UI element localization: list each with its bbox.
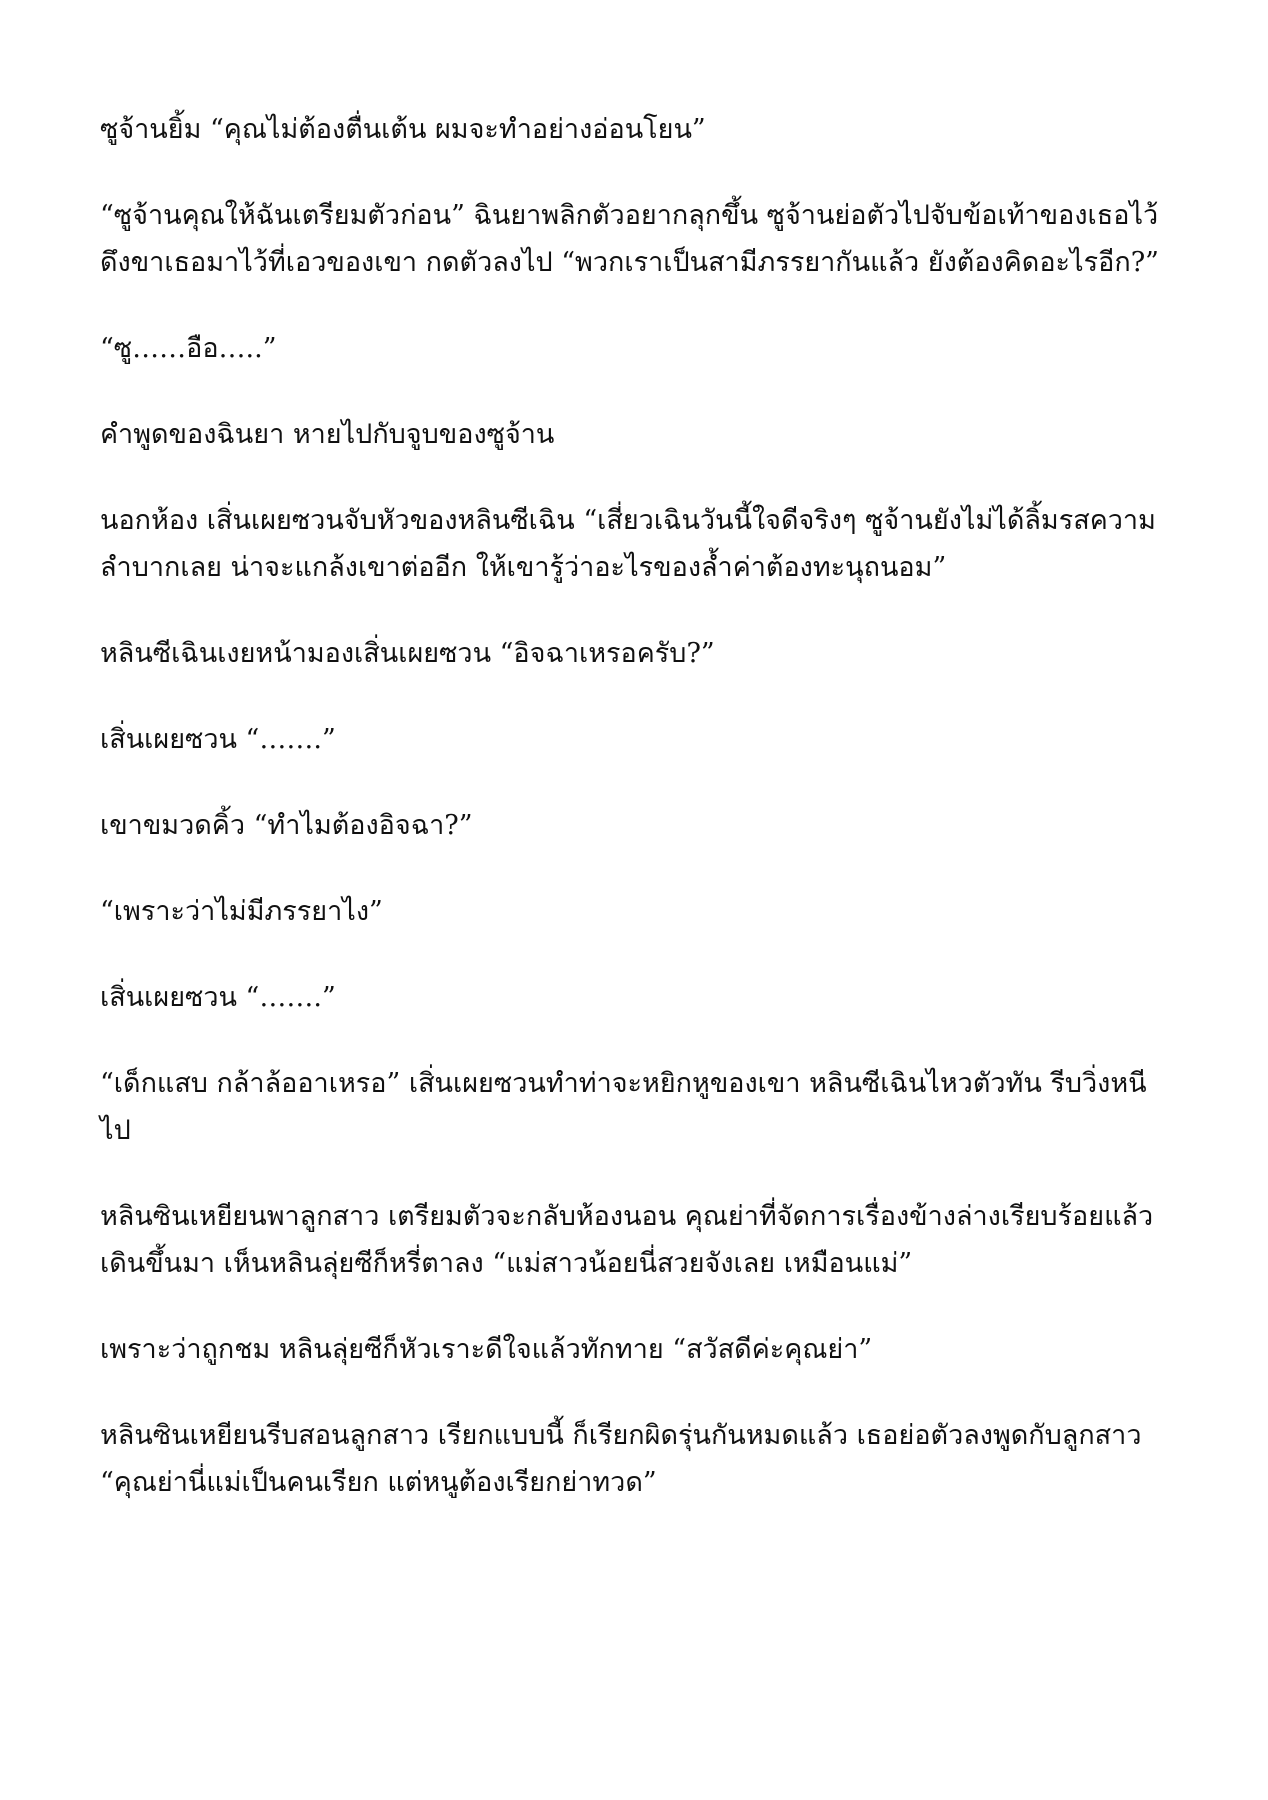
paragraph-1: ซูจ้านยิ้ม “คุณไม่ต้องตื่นเต้น ผมจะทำอย่างอ่อนโยน” [100,114,706,145]
paragraph-4: คำพูดของฉินยา หายไปกับจูบของซูจ้าน [100,419,555,450]
paragraph-2: “ซูจ้านคุณให้ฉันเตรียมตัวก่อน” ฉินยาพลิกตัวอยากลุกขึ้น ซูจ้านย่อตัวไปจับข้อเท้าของเธอไว้ ดึงขาเธอมาไว้ที่เอวของเขา กดตัวลงไป “พวกเราเป็นสามีภรรยากันแล้ว ยังต้องคิดอะไรอีก?” [100,200,1159,278]
paragraph-10: เสิ่นเผยซวน “…….” [100,982,336,1013]
paragraph-6: หลินซีเฉินเงยหน้ามองเสิ่นเผยซวน “อิจฉาเหรอครับ?” [100,638,715,669]
paragraph-13: เพราะว่าถูกชม หลินลุ่ยซีก็หัวเราะดีใจแล้วทักทาย “สวัสดีค่ะคุณย่า” [100,1334,873,1365]
paragraph-9: “เพราะว่าไม่มีภรรยาไง” [100,896,383,927]
paragraph-12: หลินซินเหยียนพาลูกสาว เตรียมตัวจะกลับห้องนอน คุณย่าที่จัดการเรื่องข้างล่างเรียบร้อยแล้วเดินขึ้นมา เห็นหลินลุ่ยซีก็หรี่ตาลง “แม่สาวน้อยนี่สวยจังเลย เหมือนแม่” [100,1201,1154,1279]
paragraph-8: เขาขมวดคิ้ว “ทำไมต้องอิจฉา?” [100,810,473,841]
paragraph-5: นอกห้อง เสิ่นเผยซวนจับหัวของหลินซีเฉิน “เสี่ยวเฉินวันนี้ใจดีจริงๆ ซูจ้านยังไม่ได้ลิ้มรสความลำบากเลย น่าจะแกล้งเขาต่ออีก ให้เขารู้ว่าอะไรของล้ำค่าต้องทะนุถนอม” [100,505,1156,583]
paragraph-14: หลินซินเหยียนรีบสอนลูกสาว เรียกแบบนี้ ก็เรียกผิดรุ่นกันหมดแล้ว เธอย่อตัวลงพูดกับลูกสาว “คุณย่านี่แม่เป็นคนเรียก แต่หนูต้องเรียกย่าทวด” [100,1420,1142,1498]
paragraph-11: “เด็กแสบ กล้าล้ออาเหรอ” เสิ่นเผยซวนทำท่าจะหยิกหูของเขา หลินซีเฉินไหวตัวทัน รีบวิ่งหนีไป [100,1068,1147,1146]
paragraph-3: “ซู……อือ…..” [100,333,277,364]
paragraph-7: เสิ่นเผยซวน “…….” [100,724,336,755]
